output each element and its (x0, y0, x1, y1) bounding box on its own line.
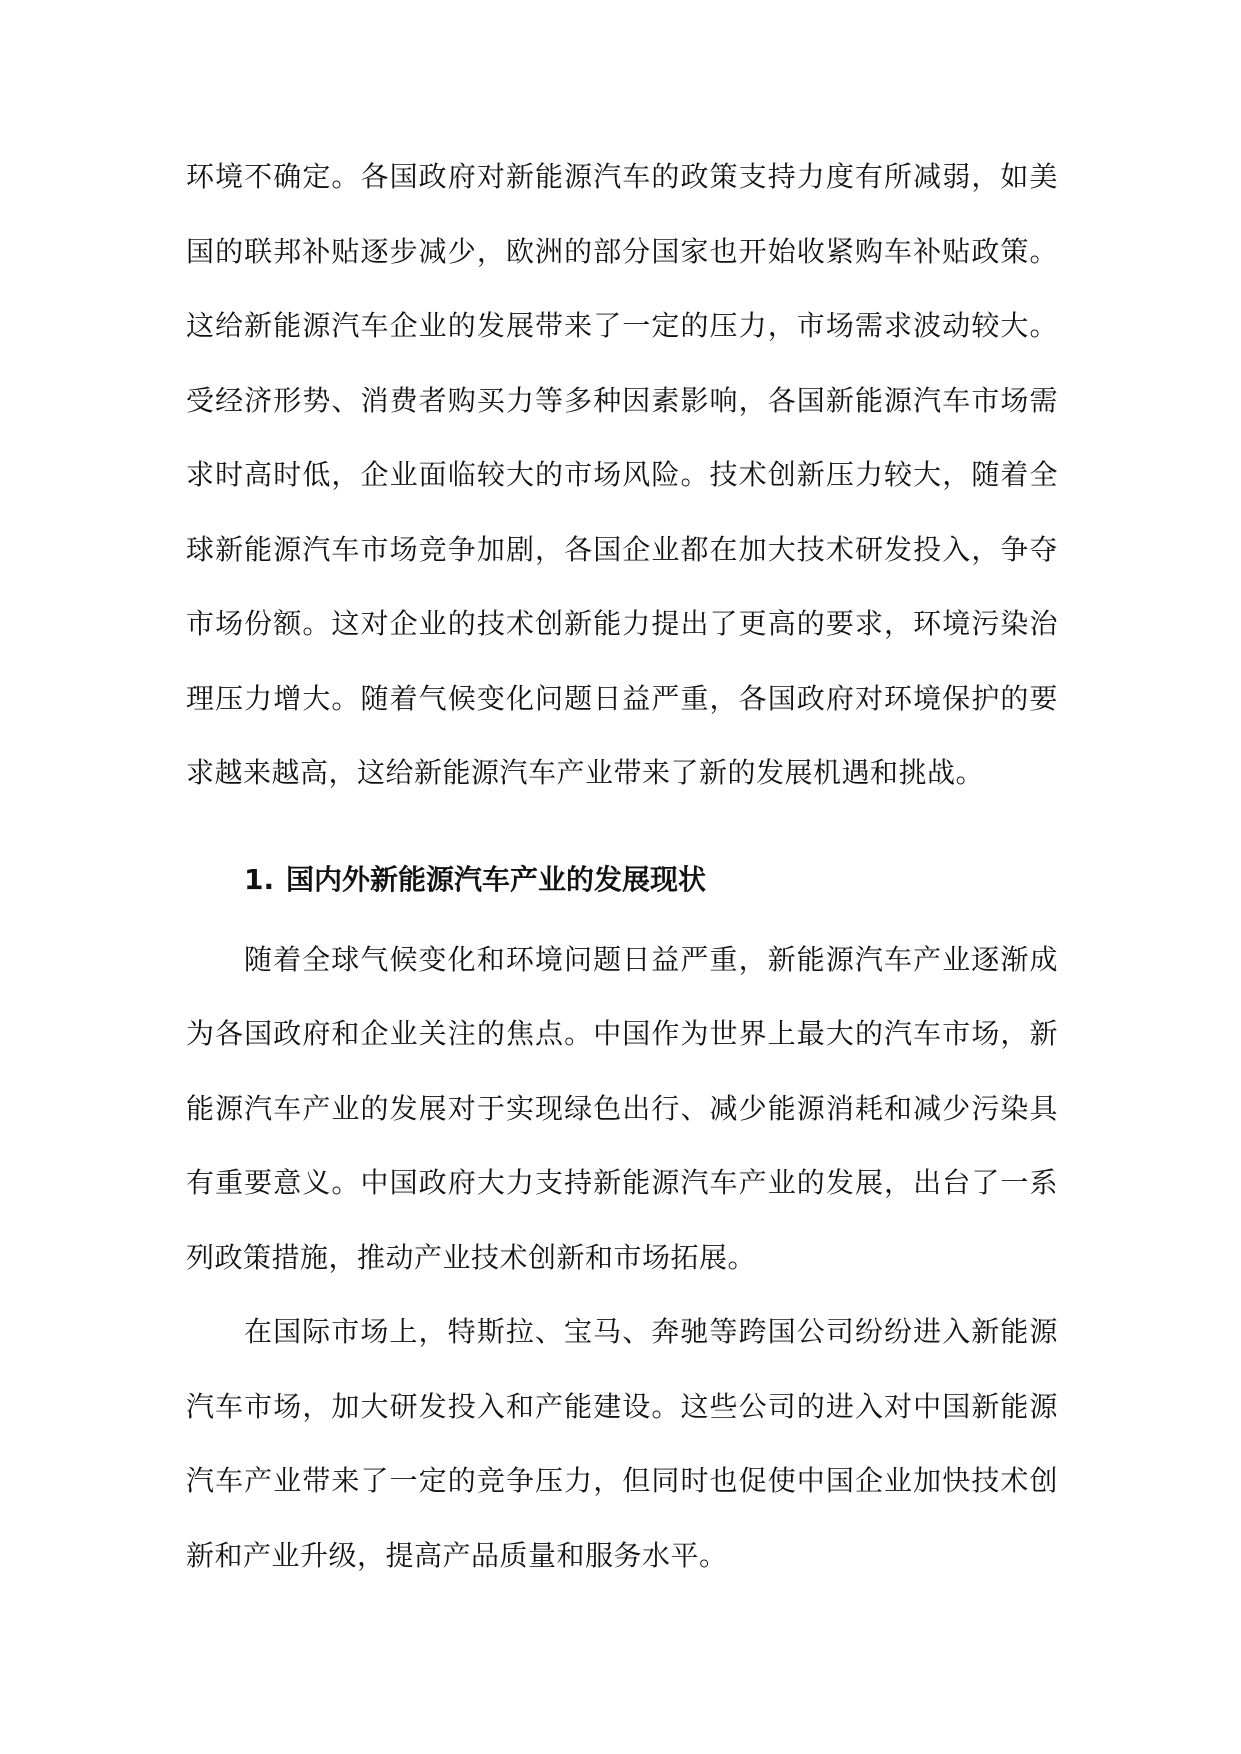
paragraph-continued: 环境不确定。各国政府对新能源汽车的政策支持力度有所减弱，如美国的联邦补贴逐步减少，欧洲的部分国家也开始收紧购车补贴政策。这给新能源汽车企业的发展带来了一定的压力，市场需求波动较大。受经济形势、消费者购买力等多种因素影响，各国新能源汽车市场需求时高时低，企业面临较大的市场风险。技术创新压力较大，随着全球新能源汽车市场竞争加剧，各国企业都在加大技术研发投入，争夺市场份额。这对企业的技术创新能力提出了更高的要求，环境污染治理压力增大。随着气候变化问题日益严重，各国政府对环境保护的要求越来越高，这给新能源汽车产业带来了新的发展机遇和挑战。 (186, 160, 1058, 789)
section-number: 1. (244, 862, 275, 896)
paragraph-domestic-status: 随着全球气候变化和环境问题日益严重，新能源汽车产业逐渐成为各国政府和企业关注的焦点。中国作为世界上最大的汽车市场，新能源汽车产业的发展对于实现绿色出行、减少能源消耗和减少污染具有重要意义。中国政府大力支持新能源汽车产业的发展，出台了一系列政策措施，推动产业技术创新和市场拓展。 (186, 942, 1058, 1274)
section-heading (186, 837, 1058, 923)
section-title: 国内外新能源汽车产业的发展现状 (286, 862, 707, 896)
document-body (186, 140, 1058, 1593)
paragraph-international-market: 在国际市场上，特斯拉、宝马、奔驰等跨国公司纷纷进入新能源汽车市场，加大研发投入和产能建设。这些公司的进入对中国新能源汽车产业带来了一定的竞争压力，但同时也促使中国企业加快技术创新和产业升级，提高产品质量和服务水平。 (186, 1315, 1058, 1572)
